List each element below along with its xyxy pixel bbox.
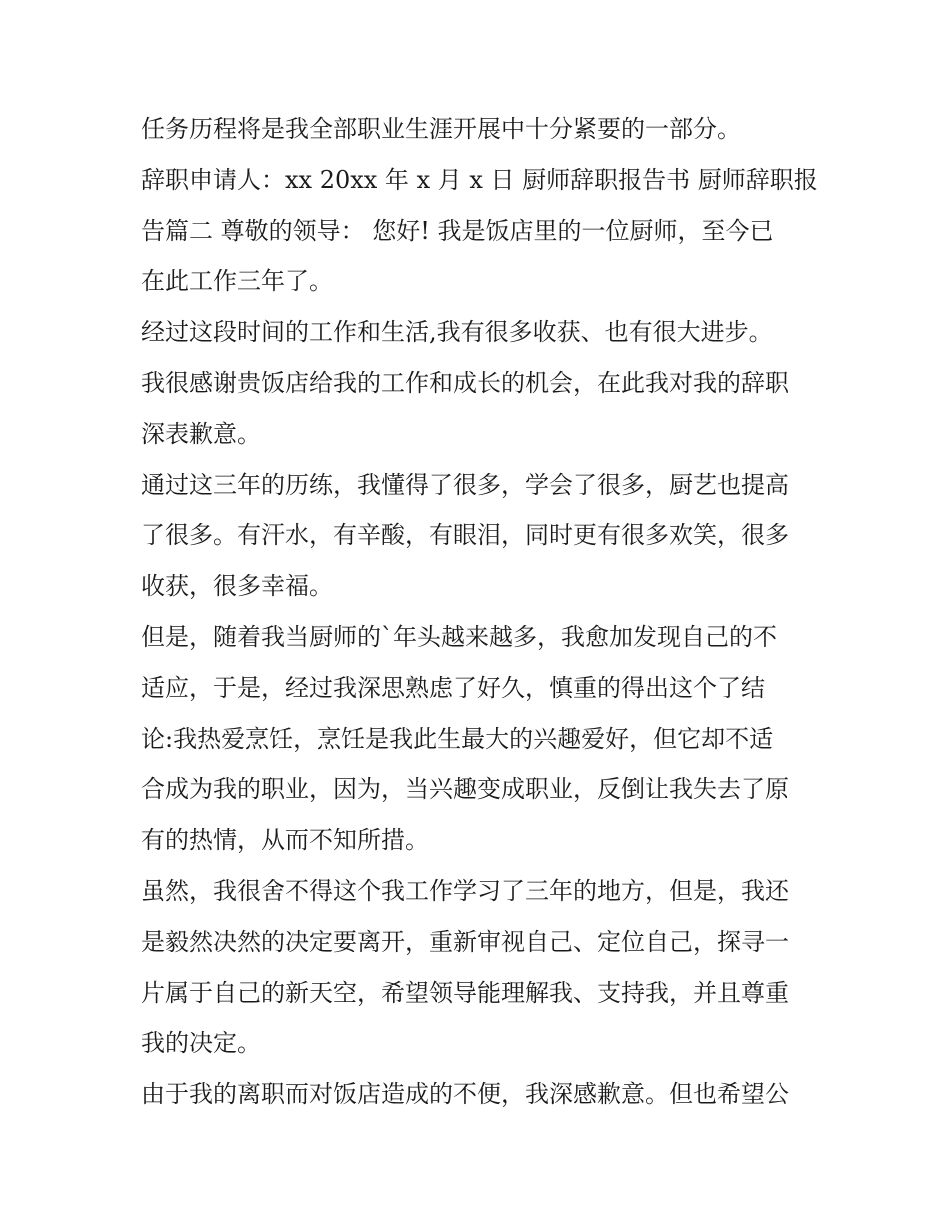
text-line: 虽然，我很舍不得这个我工作学习了三年的地方，但是，我还 <box>141 876 789 905</box>
text-line: 由于我的离职而对饭店造成的不便，我深感歉意。但也希望公 <box>141 1080 789 1109</box>
paragraph-1 <box>141 104 816 155</box>
document-body <box>141 104 816 1120</box>
text-line: 但是，随着我当厨师的`年头越来越多，我愈加发现自己的不 <box>141 622 777 651</box>
text-line: 有的热情，从而不知所措。 <box>141 826 429 855</box>
text-line: 了很多。有汗水，有辛酸，有眼泪，同时更有很多欢笑，很多 <box>141 521 789 550</box>
text-line: 我的决定。 <box>141 1029 261 1058</box>
text-line: 是毅然决然的决定要离开，重新审视自己、定位自己，探寻一 <box>141 927 789 956</box>
text-line: 经过这段时间的工作和生活,我有很多收获、也有很大进步。 <box>141 318 773 347</box>
text-line: 论:我热爱烹饪，烹饪是我此生最大的兴趣爱好，但它却不适 <box>141 724 774 753</box>
text-line: 适应，于是，经过我深思熟虑了好久，慎重的得出这个了结 <box>141 673 765 702</box>
text-line: 辞职申请人：xx 20xx 年 x 月 x 日 厨师辞职报告书 厨师辞职报 <box>141 165 818 194</box>
text-line: 我很感谢贵饭店给我的工作和成长的机会，在此我对我的辞职 <box>141 368 789 397</box>
paragraph-5 <box>141 460 816 612</box>
text-line: 告篇二 尊敬的领导： 您好! 我是饭店里的一位厨师，至今已 <box>141 216 774 245</box>
text-line: 任务历程将是我全部职业生涯开展中十分紧要的一部分。 <box>141 115 741 143</box>
paragraph-2 <box>141 155 816 307</box>
text-line: 收获，很多幸福。 <box>141 572 333 601</box>
paragraph-3 <box>141 307 816 358</box>
paragraph-7 <box>141 866 816 1069</box>
text-line: 通过这三年的历练，我懂得了很多，学会了很多，厨艺也提高 <box>141 470 789 499</box>
paragraph-6 <box>141 612 816 866</box>
paragraph-8 <box>141 1069 816 1120</box>
text-line: 片属于自己的新天空，希望领导能理解我、支持我，并且尊重 <box>141 978 789 1007</box>
text-line: 合成为我的职业，因为，当兴趣变成职业，反倒让我失去了原 <box>141 775 789 804</box>
text-line: 在此工作三年了。 <box>141 267 333 296</box>
paragraph-4 <box>141 358 816 460</box>
text-line: 深表歉意。 <box>141 419 261 448</box>
